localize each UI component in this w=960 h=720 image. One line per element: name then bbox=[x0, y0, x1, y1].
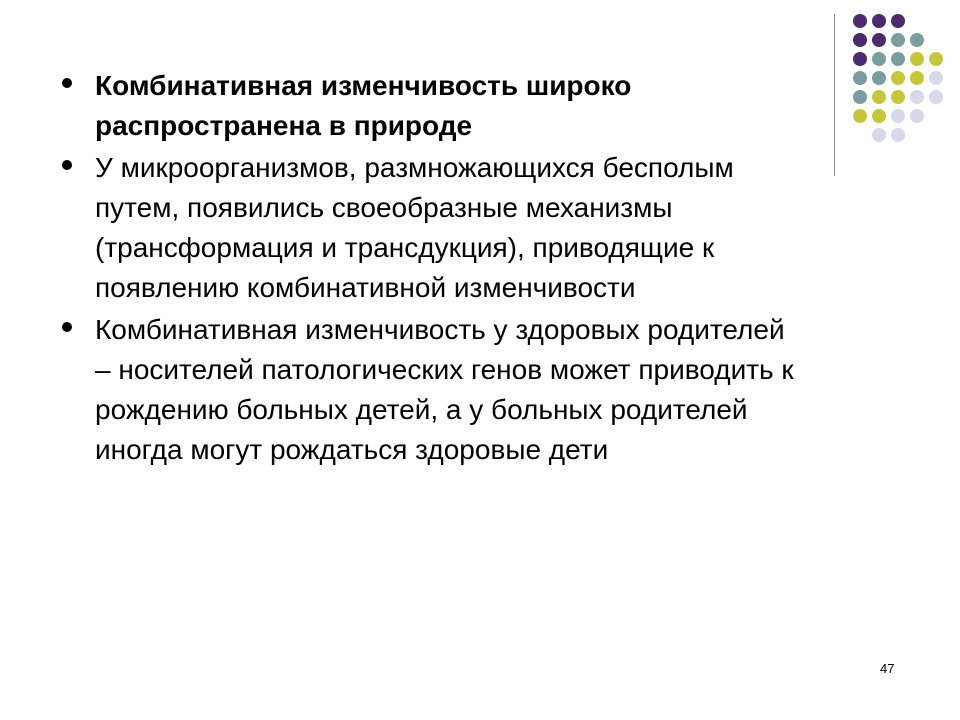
bullet-dot-icon bbox=[62, 322, 72, 332]
bullet-dot-icon bbox=[62, 160, 72, 170]
decorative-dot bbox=[891, 71, 905, 85]
decorative-dot bbox=[891, 33, 905, 47]
decorative-dot bbox=[872, 128, 886, 142]
decorative-dot bbox=[910, 52, 924, 66]
decorative-dot bbox=[910, 71, 924, 85]
decorative-dot bbox=[853, 33, 867, 47]
decorative-dot bbox=[910, 90, 924, 104]
decorative-dot bbox=[929, 71, 943, 85]
bullet-list bbox=[62, 66, 802, 472]
decorative-dot bbox=[853, 71, 867, 85]
decorative-dot bbox=[872, 52, 886, 66]
decorative-dot bbox=[872, 109, 886, 123]
decorative-dot bbox=[910, 109, 924, 123]
decorative-dot bbox=[891, 128, 905, 142]
decorative-dot bbox=[853, 14, 867, 28]
bullet-text: Комбинативная изменчивость у здоровых родителей – носителей патологических генов может приводить к рождению больных детей, а у больных родителей иногда могут рождаться здоровые дети bbox=[95, 314, 794, 465]
decorative-dot bbox=[853, 52, 867, 66]
decorative-dot bbox=[872, 33, 886, 47]
decorative-dot bbox=[853, 90, 867, 104]
bullet-text: Комбинативная изменчивость широко распространена в природе bbox=[95, 70, 632, 141]
decorative-dot bbox=[891, 109, 905, 123]
decorative-dot bbox=[929, 52, 943, 66]
decorative-dot bbox=[929, 90, 943, 104]
decorative-dot bbox=[891, 52, 905, 66]
decorative-dot bbox=[872, 71, 886, 85]
bullet-item bbox=[62, 310, 802, 470]
bullet-dot-icon bbox=[62, 78, 72, 88]
decorative-dot bbox=[853, 109, 867, 123]
page-number: 47 bbox=[880, 661, 895, 676]
bullet-item bbox=[62, 66, 802, 146]
bullet-item bbox=[62, 148, 802, 308]
decorative-dot bbox=[872, 14, 886, 28]
decorative-dot bbox=[872, 90, 886, 104]
decorative-dot bbox=[891, 14, 905, 28]
decorative-dot bbox=[891, 90, 905, 104]
decorative-dot bbox=[910, 33, 924, 47]
bullet-text: У микроорганизмов, размножающихся бесполым путем, появились своеобразные механизмы (трансформация и трансдукция), приводящие к появлению комбинативной изменчивости bbox=[95, 152, 734, 303]
